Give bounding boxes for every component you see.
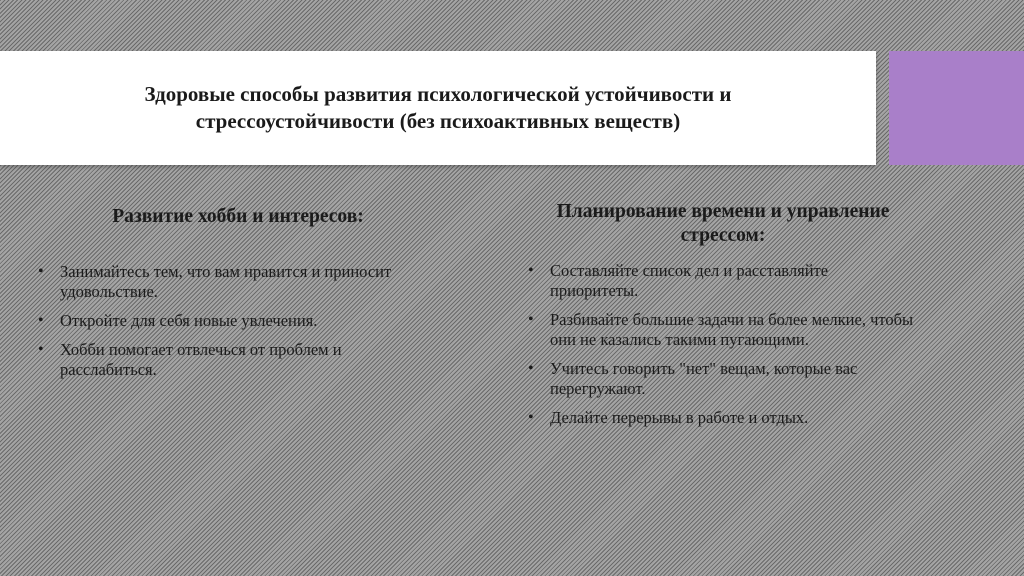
bullet-icon: • bbox=[38, 312, 44, 329]
bullet-icon: • bbox=[38, 341, 44, 358]
bullet-icon: • bbox=[528, 311, 534, 328]
left-bullet-item-1 bbox=[38, 262, 438, 302]
left-bullet-text-3: Хобби помогает отвлечься от проблем и расслабиться. bbox=[60, 340, 342, 379]
left-bullet-text-2: Откройте для себя новые увлечения. bbox=[60, 311, 318, 330]
slide-title: Здоровые способы развития психологической устойчивости и стрессоустойчивости (без психоактивных веществ) bbox=[144, 82, 732, 133]
left-bullet-item-2 bbox=[38, 311, 438, 331]
right-bullet-item-3 bbox=[528, 359, 918, 399]
right-column bbox=[528, 200, 918, 437]
left-column bbox=[38, 200, 438, 389]
right-bullet-text-3: Учитесь говорить "нет" вещам, которые вас перегружают. bbox=[550, 359, 858, 398]
left-bullet-text-1: Занимайтесь тем, что вам нравится и приносит удовольствие. bbox=[60, 262, 392, 301]
right-bullet-item-2 bbox=[528, 310, 918, 350]
left-bullet-item-3 bbox=[38, 340, 438, 380]
bullet-icon: • bbox=[528, 360, 534, 377]
right-column-heading: Планирование времени и управление стрессом: bbox=[556, 201, 890, 246]
right-bullet-list bbox=[528, 261, 918, 428]
accent-block bbox=[889, 51, 1024, 165]
slide-title-bar bbox=[0, 51, 876, 165]
bullet-icon: • bbox=[528, 409, 534, 426]
right-bullet-item-1 bbox=[528, 261, 918, 301]
left-column-heading: Развитие хобби и интересов: bbox=[112, 206, 364, 227]
bullet-icon: • bbox=[528, 262, 534, 279]
left-bullet-list bbox=[38, 262, 438, 380]
bullet-icon: • bbox=[38, 263, 44, 280]
right-bullet-text-1: Составляйте список дел и расставляйте приоритеты. bbox=[550, 261, 829, 300]
right-bullet-text-4: Делайте перерывы в работе и отдых. bbox=[550, 408, 809, 427]
right-bullet-item-4 bbox=[528, 408, 918, 428]
right-bullet-text-2: Разбивайте большие задачи на более мелкие, чтобы они не казались такими пугающими. bbox=[550, 310, 914, 349]
